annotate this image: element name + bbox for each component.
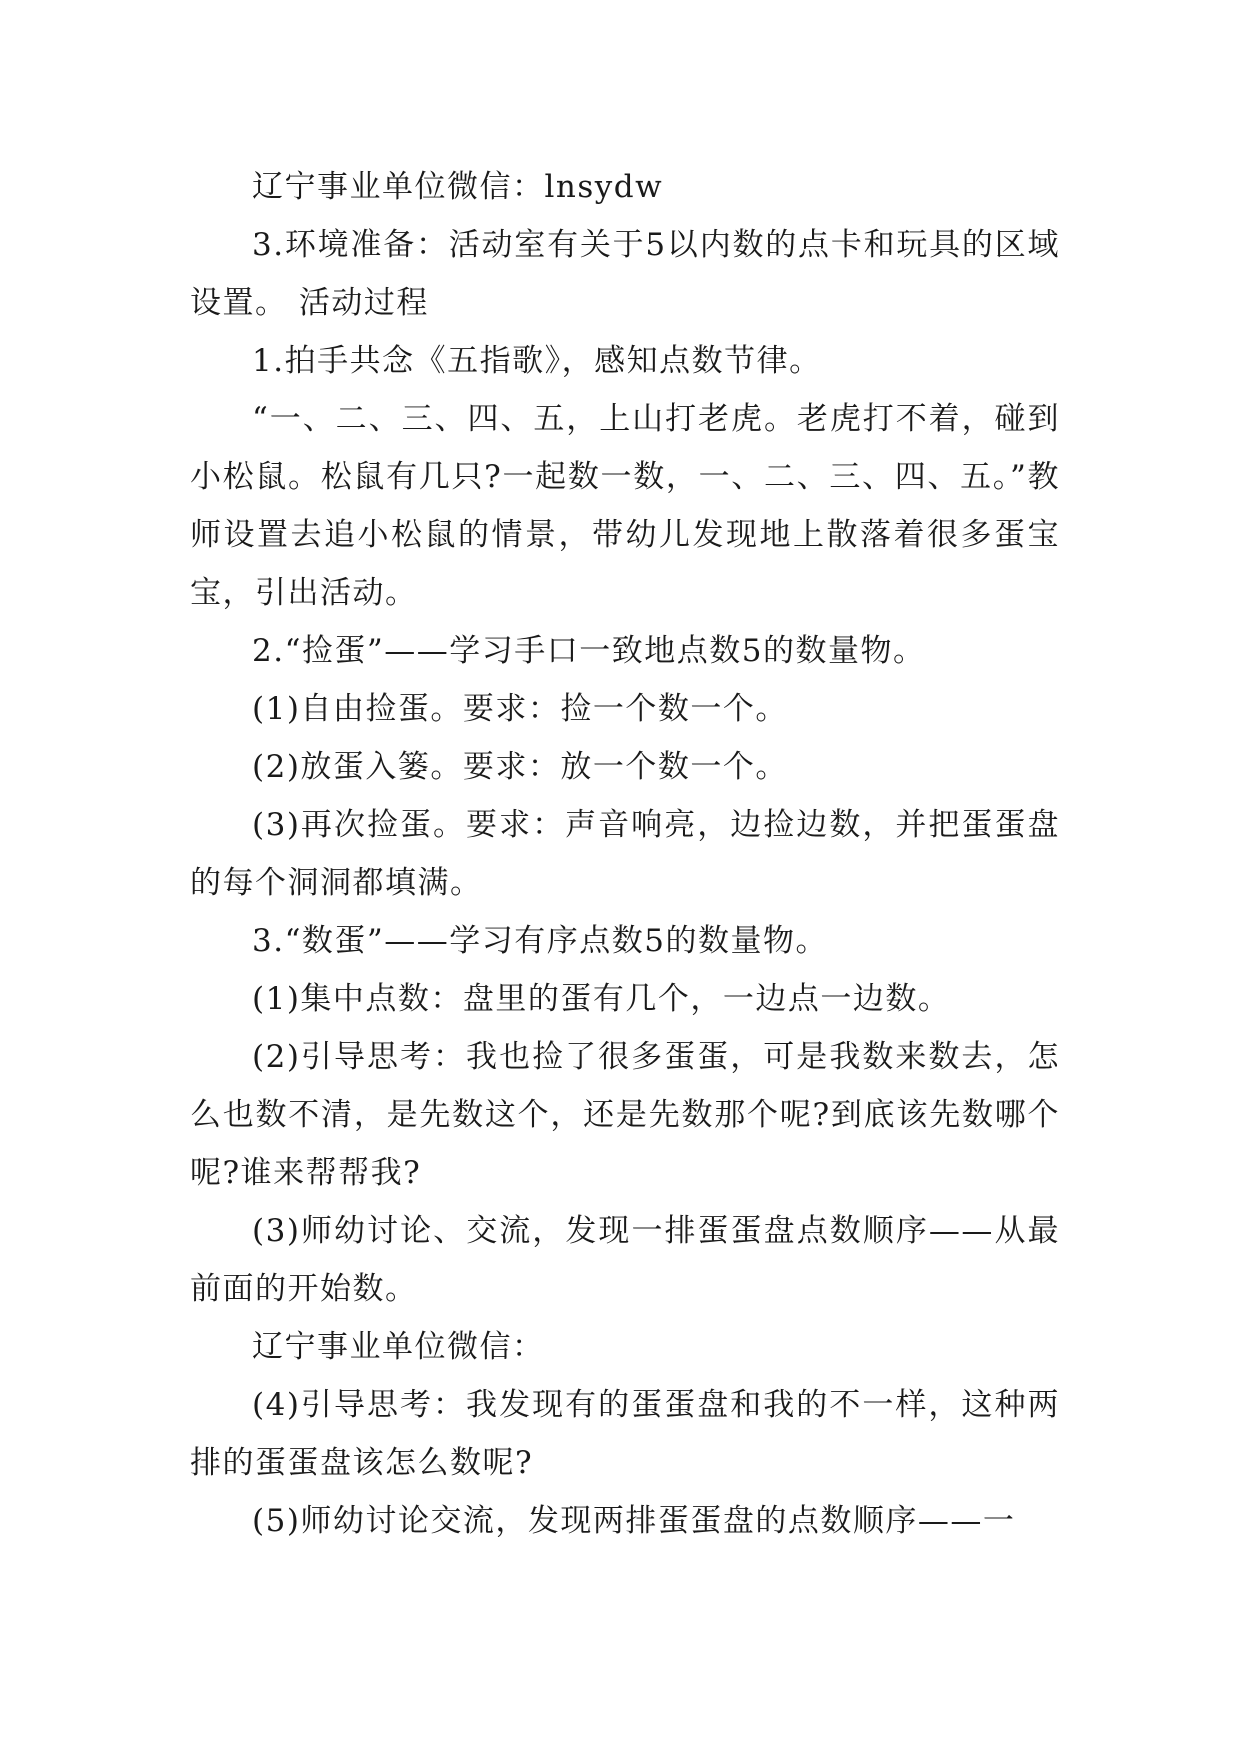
- paragraph-step-2: 2.“捡蛋”——学习手口一致地点数5的数量物。: [252, 633, 926, 669]
- paragraph-step-3-1: (1)集中点数：盘里的蛋有几个，一边点一边数。: [252, 981, 951, 1017]
- paragraph-step-2-1: (1)自由捡蛋。要求：捡一个数一个。: [252, 691, 788, 727]
- paragraph-environment-prep: 3.环境准备：活动室有关于5以内数的点卡和玩具的区域设置。 活动过程: [190, 227, 1060, 321]
- paragraph-step-3: 3.“数蛋”——学习有序点数5的数量物。: [252, 923, 828, 959]
- paragraph-step-3-4: (4)引导思考：我发现有的蛋蛋盘和我的不一样，这种两排的蛋蛋盘该怎么数呢?: [190, 1387, 1060, 1481]
- paragraph-step-2-3: (3)再次捡蛋。要求：声音响亮，边捡边数，并把蛋蛋盘的每个洞洞都填满。: [190, 807, 1060, 901]
- paragraph-step-2-2: (2)放蛋入篓。要求：放一个数一个。: [252, 749, 788, 785]
- paragraph-step-3-3: (3)师幼讨论、交流，发现一排蛋蛋盘点数顺序——从最前面的开始数。: [190, 1213, 1060, 1307]
- document-body: [190, 158, 1060, 1550]
- paragraph-wechat-2: 辽宁事业单位微信：: [252, 1329, 545, 1365]
- paragraph-step-3-5: (5)师幼讨论交流，发现两排蛋蛋盘的点数顺序——一: [252, 1503, 1016, 1539]
- paragraph-step-3-2: (2)引导思考：我也捡了很多蛋蛋，可是我数来数去，怎么也数不清，是先数这个，还是先数那个呢?到底该先数哪个呢?谁来帮帮我?: [190, 1039, 1060, 1191]
- paragraph-step-1: 1.拍手共念《五指歌》，感知点数节律。: [252, 343, 822, 379]
- paragraph-wechat-1: 辽宁事业单位微信：lnsydw: [252, 169, 664, 205]
- paragraph-finger-song: “一、二、三、四、五，上山打老虎。老虎打不着，碰到小松鼠。松鼠有几只?一起数一数，一、二、三、四、五。”教师设置去追小松鼠的情景，带幼儿发现地上散落着很多蛋宝宝，引出活动。: [190, 401, 1060, 611]
